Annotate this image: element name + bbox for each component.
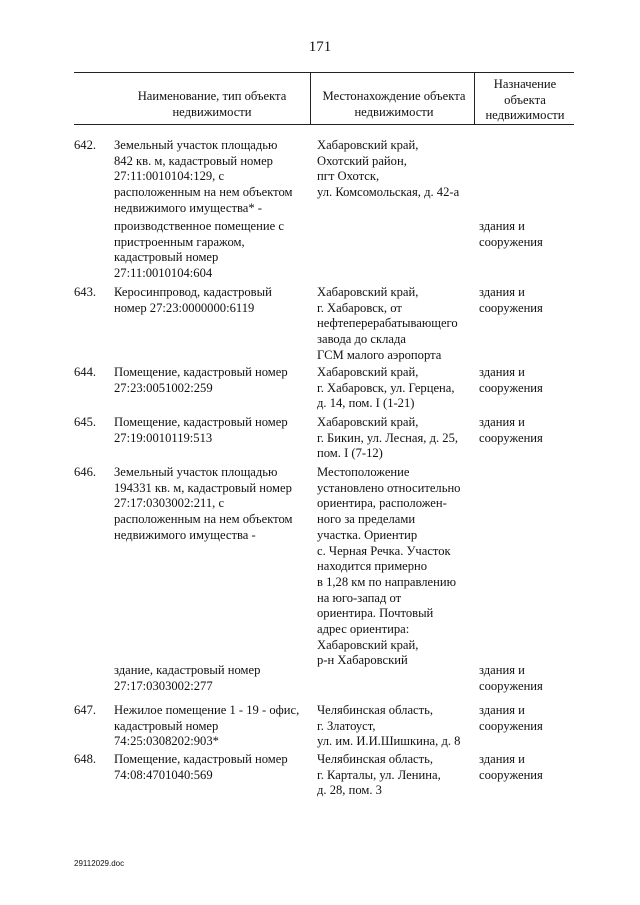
file-name: 29112029.doc bbox=[74, 859, 125, 868]
header-label: Наименование, тип объекта недвижимости bbox=[137, 89, 287, 119]
object-purpose: здания и сооружения bbox=[479, 365, 543, 395]
page-number: 171 bbox=[308, 39, 332, 55]
object-location: Челябинская область, г. Златоуст, ул. им. И.И.Шишкина, д. 8 bbox=[317, 703, 461, 749]
object-location: Хабаровский край, г. Хабаровск, от нефтеперерабатывающего завода до склада ГСМ малого аэропорта bbox=[317, 285, 458, 362]
object-name: Помещение, кадастровый номер 27:19:0010119:513 bbox=[114, 415, 288, 445]
header-location bbox=[314, 89, 474, 120]
object-purpose: здания и сооружения bbox=[479, 415, 543, 445]
object-name: Нежилое помещение 1 - 19 - офис, кадастровый номер 74:25:0308202:903* bbox=[114, 703, 300, 749]
object-location: Хабаровский край, Охотский район, пгт Охотск, ул. Комсомольская, д. 42-а bbox=[317, 138, 460, 200]
object-name: Земельный участок площадью 194331 кв. м, кадастровый номер 27:17:0303002:211, с расположенным на нем объектом недвижимого имущества - bbox=[114, 465, 293, 542]
object-location: Челябинская область, г. Карталы, ул. Ленина, д. 28, пом. 3 bbox=[317, 752, 441, 798]
object-purpose: здания и сооружения bbox=[479, 663, 543, 693]
row-number: 644. bbox=[74, 365, 97, 379]
table-header-top-rule bbox=[74, 72, 574, 73]
object-name: здание, кадастровый номер 27:17:0303002:277 bbox=[114, 663, 261, 693]
header-purpose bbox=[478, 77, 572, 124]
object-name: Помещение, кадастровый номер 27:23:0051002:259 bbox=[114, 365, 288, 395]
row-number: 647. bbox=[74, 703, 97, 717]
row-number: 645. bbox=[74, 415, 97, 429]
header-label: Назначение объекта недвижимости bbox=[485, 77, 565, 123]
object-name: Помещение, кадастровый номер 74:08:4701040:569 bbox=[114, 752, 288, 782]
object-purpose: здания и сооружения bbox=[479, 752, 543, 782]
object-purpose: здания и сооружения bbox=[479, 219, 543, 249]
row-number: 643. bbox=[74, 285, 97, 299]
row-number: 648. bbox=[74, 752, 97, 766]
object-name: производственное помещение с пристроенным гаражом, кадастровый номер 27:11:0010104:604 bbox=[114, 219, 284, 281]
object-location: Хабаровский край, г. Хабаровск, ул. Герцена, д. 14, пом. I (1-21) bbox=[317, 365, 455, 411]
object-purpose: здания и сооружения bbox=[479, 285, 543, 315]
object-name: Керосинпровод, кадастровый номер 27:23:0000000:6119 bbox=[114, 285, 272, 315]
row-number: 646. bbox=[74, 465, 97, 479]
column-divider bbox=[474, 72, 475, 124]
row-number: 642. bbox=[74, 138, 97, 152]
object-location: Хабаровский край, г. Бикин, ул. Лесная, д. 25, пом. I (7-12) bbox=[317, 415, 459, 461]
object-location: Местоположение установлено относительно ориентира, расположен- ного за пределами участка. Ориентир с. Черная Речка. Участок находится примерно в 1,28 км по направлению на юго-запад от ориентира. Почтовый адрес ориентира: Хабаровский край, р-н Хабаровский bbox=[317, 465, 461, 668]
object-name: Земельный участок площадью 842 кв. м, кадастровый номер 27:11:0010104:129, с расположенным на нем объектом недвижимого имущества* - bbox=[114, 138, 293, 215]
header-name bbox=[114, 89, 310, 120]
table-header-bottom-rule bbox=[74, 124, 574, 125]
column-divider bbox=[310, 72, 311, 124]
header-label: Местонахождение объекта недвижимости bbox=[322, 89, 466, 119]
object-purpose: здания и сооружения bbox=[479, 703, 543, 733]
